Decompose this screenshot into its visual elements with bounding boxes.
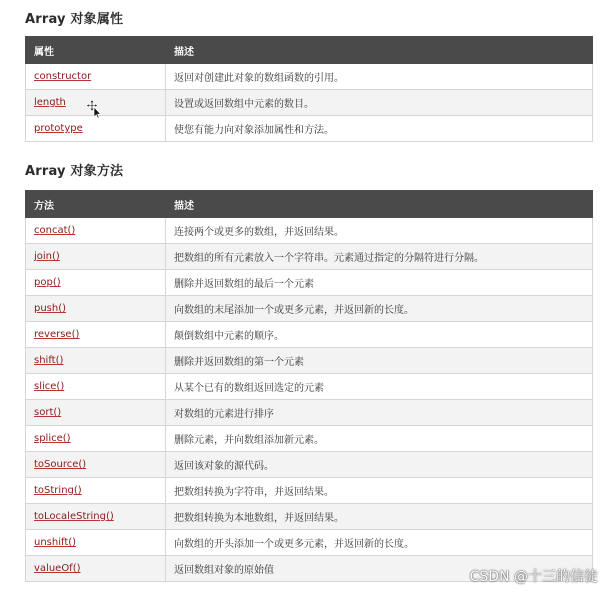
method-link-pop[interactable]: pop() bbox=[34, 277, 61, 288]
property-link-length[interactable]: length bbox=[34, 97, 66, 108]
method-link-unshift[interactable]: unshift() bbox=[34, 537, 77, 548]
method-description: 把数组的所有元素放入一个字符串。元素通过指定的分隔符进行分隔。 bbox=[166, 244, 593, 270]
method-link-slice[interactable]: slice() bbox=[34, 381, 65, 392]
property-description: 返回对创建此对象的数组函数的引用。 bbox=[166, 64, 593, 90]
properties-section-title: Array 对象属性 bbox=[25, 12, 124, 27]
method-name-cell bbox=[26, 426, 166, 452]
method-link-tosource[interactable]: toSource() bbox=[34, 459, 87, 470]
method-name-cell bbox=[26, 296, 166, 322]
table-row bbox=[26, 322, 593, 348]
method-name-cell bbox=[26, 244, 166, 270]
column-header-method: 方法 bbox=[26, 191, 166, 218]
method-description: 删除元素，并向数组添加新元素。 bbox=[166, 426, 593, 452]
table-row bbox=[26, 426, 593, 452]
methods-table bbox=[25, 190, 593, 582]
table-row bbox=[26, 116, 593, 142]
table-row bbox=[26, 400, 593, 426]
method-link-tolocalestring[interactable]: toLocaleString() bbox=[34, 511, 114, 522]
properties-header-row bbox=[26, 37, 593, 64]
method-link-splice[interactable]: splice() bbox=[34, 433, 71, 444]
property-description: 使您有能力向对象添加属性和方法。 bbox=[166, 116, 593, 142]
methods-section-title: Array 对象方法 bbox=[25, 164, 124, 179]
property-name-cell bbox=[26, 64, 166, 90]
property-link-prototype[interactable]: prototype bbox=[34, 123, 83, 134]
method-name-cell bbox=[26, 452, 166, 478]
watermark: CSDN @十三的信徒 bbox=[469, 569, 598, 585]
method-description: 连接两个或更多的数组，并返回结果。 bbox=[166, 218, 593, 244]
method-link-reverse[interactable]: reverse() bbox=[34, 329, 80, 340]
column-header-description: 描述 bbox=[166, 37, 593, 64]
method-description: 把数组转换为字符串，并返回结果。 bbox=[166, 478, 593, 504]
method-link-concat[interactable]: concat() bbox=[34, 225, 76, 236]
method-description: 向数组的开头添加一个或更多元素，并返回新的长度。 bbox=[166, 530, 593, 556]
method-description: 返回该对象的源代码。 bbox=[166, 452, 593, 478]
method-name-cell bbox=[26, 530, 166, 556]
table-row bbox=[26, 64, 593, 90]
method-link-push[interactable]: push() bbox=[34, 303, 67, 314]
method-link-tostring[interactable]: toString() bbox=[34, 485, 82, 496]
properties-table bbox=[25, 36, 593, 142]
method-name-cell bbox=[26, 556, 166, 582]
method-link-join[interactable]: join() bbox=[34, 251, 60, 262]
method-name-cell bbox=[26, 400, 166, 426]
method-name-cell bbox=[26, 218, 166, 244]
method-name-cell bbox=[26, 270, 166, 296]
property-description: 设置或返回数组中元素的数目。 bbox=[166, 90, 593, 116]
move-cursor-icon bbox=[86, 99, 102, 119]
table-row bbox=[26, 374, 593, 400]
method-name-cell bbox=[26, 348, 166, 374]
table-row bbox=[26, 244, 593, 270]
column-header-property: 属性 bbox=[26, 37, 166, 64]
method-description: 对数组的元素进行排序 bbox=[166, 400, 593, 426]
table-row bbox=[26, 296, 593, 322]
method-link-shift[interactable]: shift() bbox=[34, 355, 64, 366]
table-row bbox=[26, 348, 593, 374]
method-description: 向数组的末尾添加一个或更多元素，并返回新的长度。 bbox=[166, 296, 593, 322]
methods-header-row bbox=[26, 191, 593, 218]
method-name-cell bbox=[26, 322, 166, 348]
table-row bbox=[26, 218, 593, 244]
method-name-cell bbox=[26, 504, 166, 530]
method-description: 把数组转换为本地数组，并返回结果。 bbox=[166, 504, 593, 530]
method-description: 从某个已有的数组返回选定的元素 bbox=[166, 374, 593, 400]
table-row bbox=[26, 452, 593, 478]
table-row bbox=[26, 530, 593, 556]
property-link-constructor[interactable]: constructor bbox=[34, 71, 92, 82]
method-description: 颠倒数组中元素的顺序。 bbox=[166, 322, 593, 348]
method-description: 删除并返回数组的最后一个元素 bbox=[166, 270, 593, 296]
table-row bbox=[26, 270, 593, 296]
property-name-cell bbox=[26, 116, 166, 142]
table-row bbox=[26, 504, 593, 530]
column-header-description: 描述 bbox=[166, 191, 593, 218]
method-name-cell bbox=[26, 374, 166, 400]
method-link-sort[interactable]: sort() bbox=[34, 407, 62, 418]
method-name-cell bbox=[26, 478, 166, 504]
method-description: 删除并返回数组的第一个元素 bbox=[166, 348, 593, 374]
table-row bbox=[26, 478, 593, 504]
table-row bbox=[26, 90, 593, 116]
method-description: 返回数组对象的原始值 bbox=[166, 556, 593, 582]
method-link-valueof[interactable]: valueOf() bbox=[34, 563, 81, 574]
